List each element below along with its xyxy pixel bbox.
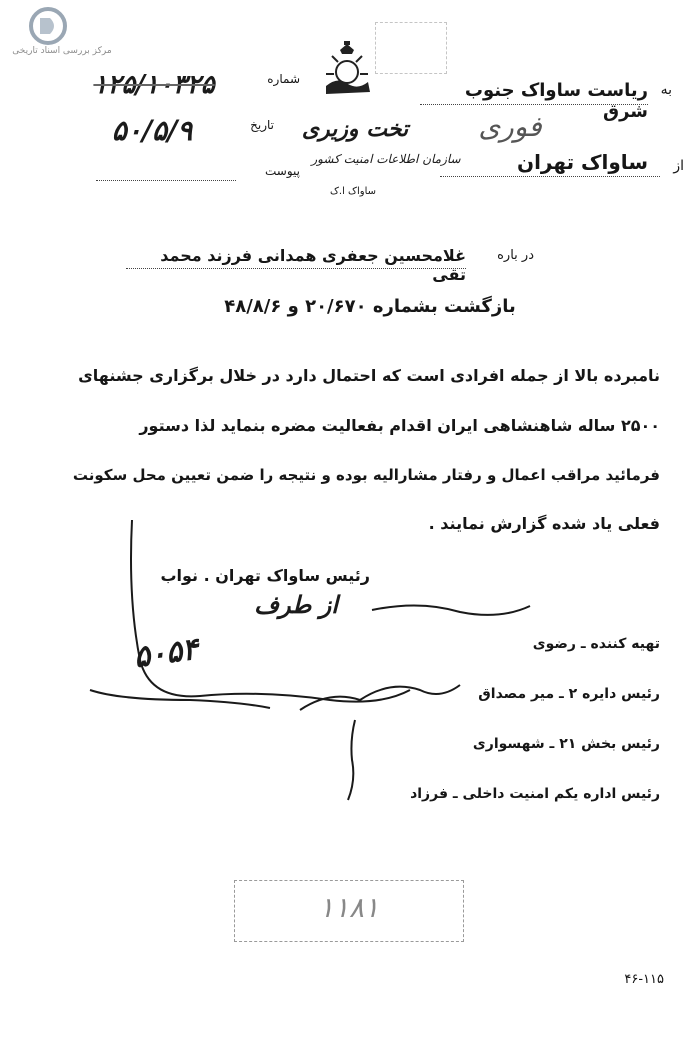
preparer-line: تهیه کننده ـ رضوی [532, 636, 660, 652]
attachment-label: پیوست [265, 164, 300, 178]
from-label: از [673, 158, 684, 174]
subject-label: در باره [497, 248, 534, 263]
subject-value: غلامحسین جعفری همدانی فرزند محمد تقی [160, 246, 466, 284]
footer-stamp [234, 880, 464, 942]
from-value: ساواک تهران [517, 150, 648, 174]
to-value: ریاست ساواک جنوب شرق [464, 80, 648, 122]
lion-sun-emblem-icon [318, 40, 376, 100]
watermark-text: مرکز بررسی اسناد تاریخی [12, 46, 112, 56]
reference-line: بازگشت بشماره ۲۰/۶۷۰ و ۴۸/۸/۶ [224, 296, 516, 317]
to-underline [420, 104, 648, 105]
faint-stamp-top [375, 22, 447, 74]
handwritten-number: ۵۰۵۴ [131, 631, 201, 676]
watermark-logo [28, 6, 68, 46]
stamp-mid: سازمان اطلاعات امنیت کشور [311, 152, 461, 166]
directorate-line: رئیس اداره یکم امنیت داخلی ـ فرزاد [410, 786, 660, 802]
paragraph-line-3: فرمائید مراقب اعمال و رفتار مشارالیه بوده و نتیجه را ضمن تعیین محل سکونت [72, 466, 660, 484]
chief-note: از طرف [254, 590, 338, 619]
stamp-top: تخت وزیری [301, 116, 409, 142]
flourish-scribble [372, 605, 530, 614]
to-label: به [660, 82, 672, 98]
from-underline [440, 176, 660, 177]
attachment-line [96, 180, 236, 181]
stamp-handwritten: فوری [478, 110, 542, 143]
paragraph-line-4: فعلی یاد شده گزارش نمایند . [428, 514, 660, 533]
subject-underline [126, 268, 466, 269]
tail-scribble [90, 690, 270, 708]
page-reference: ۴۶-۱۱۵ [624, 972, 664, 987]
section-line: رئیس بخش ۲۱ ـ شهسواری [472, 736, 660, 752]
number-value: ۱۲۵/۱۰۳۲۵ [93, 70, 215, 100]
paragraph-line-1: نامبرده بالا از جمله افرادی است که احتمال دارد در خلال برگزاری جشنهای [78, 366, 660, 385]
paragraph-line-2: ۲۵۰۰ ساله شاهنشاهی ایران اقدام بفعالیت مضره بنماید لذا دستور [139, 416, 660, 435]
date-value: ۵۰/۵/۹ [111, 114, 193, 147]
date-label: تاریخ [250, 118, 274, 132]
footer-stamp-text: ۱۱۸۱ [318, 891, 380, 924]
emblem [318, 40, 376, 100]
chief-line: رئیس ساواک تهران . نواب [160, 566, 370, 585]
emblem-caption: ساواک ا.ک [329, 186, 377, 197]
number-label: شماره [267, 72, 300, 86]
archive-logo-icon [28, 6, 68, 46]
dept2-line: رئیس دایره ۲ ـ میر مصداق [478, 686, 660, 702]
